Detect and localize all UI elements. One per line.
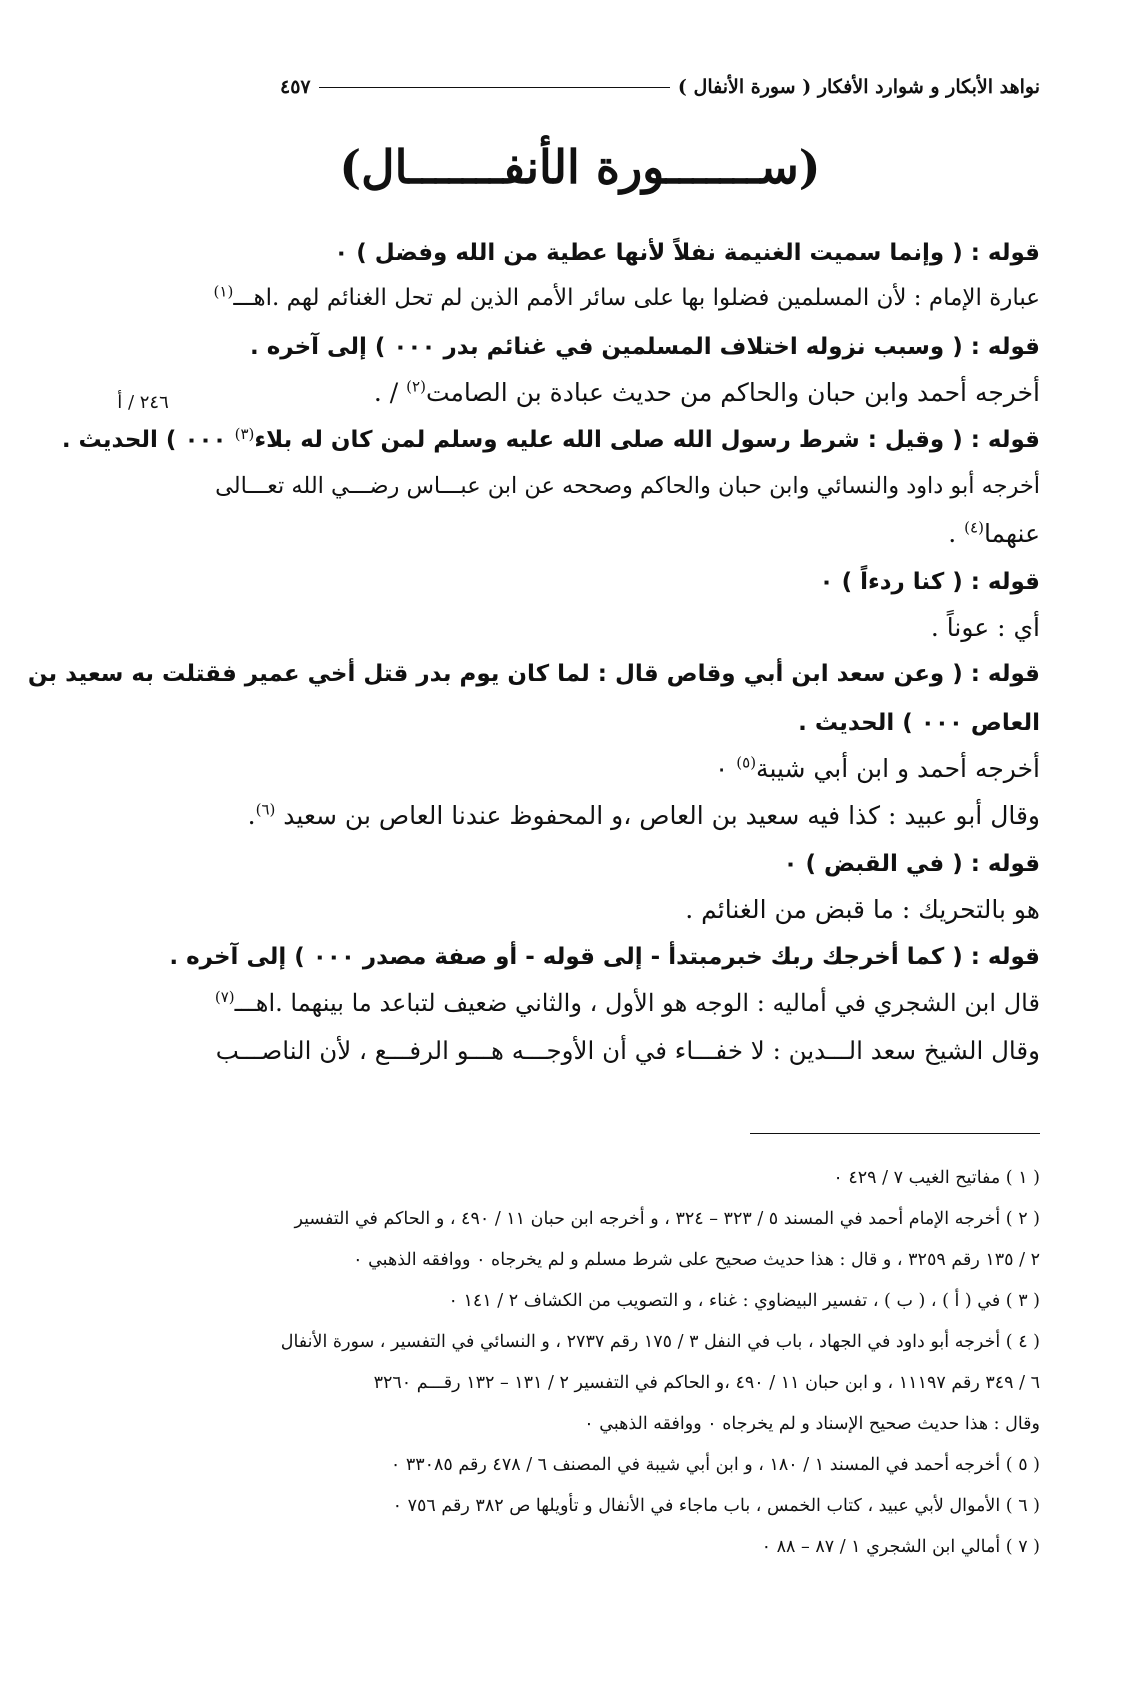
- quoted-phrase: قوله : ( في القبض ) ٠: [783, 851, 1040, 877]
- footnote-ref: (٥): [736, 753, 757, 772]
- quoted-phrase: قوله : ( وسبب نزوله اختلاف المسلمين في غنائم بدر ٠٠٠ ) إلى آخره .: [249, 334, 1040, 360]
- text-line: وقال أبو عبيد : كذا فيه سعيد بن العاص ،و المحفوظ عندنا العاص بن سعيد $^{(٦)}$.: [247, 800, 1040, 830]
- quoted-phrase: قوله : ( وعن سعد ابن أبي وقاص قال : لما كان يوم بدر قتل أخي عمير فقتلت به سعيد بن: [27, 661, 1040, 687]
- quoted-phrase: قوله : ( كنا ردءاً ) ٠: [819, 569, 1040, 595]
- footnote-line: ٦ / ٣٤٩ رقم ١١١٩٧ ، و ابن حبان ١١ / ٤٩٠ ،و الحاكم في التفسير ٢ / ١٣١ – ١٣٢ رقـــم ٣٢٦٠: [373, 1373, 1040, 1393]
- quoted-phrase: قوله : ( كما أخرجك ربك خبرمبتدأ - إلى قوله - أو صفة مصدر ٠٠٠ ) إلى آخره .: [169, 944, 1040, 970]
- text-line: [27, 651, 1040, 698]
- text-line: [169, 933, 1040, 980]
- footnote-line: ( ٤ ) أخرجه أبو داود في الجهاد ، باب في النفل ٣ / ١٧٥ رقم ٢٧٣٧ ، و النسائي في التفسير ، سورة الأنفال: [280, 1332, 1040, 1352]
- running-header: [280, 70, 1040, 104]
- manuscript-folio-note: ٢٤٦ / أ: [117, 392, 169, 413]
- footnote-line: ( ٣ ) في ( أ ) ، ( ب ) ، تفسير البيضاوي : غناء ، و التصويب من الكشاف ٢ / ١٤١ ٠: [448, 1291, 1040, 1311]
- footnote-line: ( ١ ) مفاتيح الغيب ٧ / ٤٢٩ ٠: [833, 1168, 1040, 1188]
- header-rule: [319, 87, 670, 88]
- text-line: هو بالتحريك : ما قبض من الغنائم .: [685, 895, 1040, 924]
- quoted-phrase: قوله : ( وإنما سميت الغنيمة نفلاً لأنها عطية من الله وفضل ) ٠: [334, 240, 1040, 266]
- text-line: عنهما$^{(٤)}$ .: [948, 518, 1040, 548]
- text-line: أخرجه أبو داود والنسائي وابن حبان والحاكم وصححه عن ابن عبـــاس رضـــي الله تعـــالى: [215, 473, 1040, 499]
- footnote-line: ( ٧ ) أمالي ابن الشجري ١ / ٨٧ – ٨٨ ٠: [761, 1537, 1040, 1557]
- surah-title: (ســـــــورة الأنفـــــــال): [339, 140, 821, 194]
- text-line: قال ابن الشجري في أماليه : الوجه هو الأول ، والثاني ضعيف لتباعد ما بينهما .اهـــ$^{(٧)}$: [214, 987, 1040, 1017]
- footnote-ref: (٢): [406, 377, 426, 396]
- footnote-line: ( ٦ ) الأموال لأبي عبيد ، كتاب الخمس ، باب ماجاء في الأنفال و تأويلها ص ٣٨٢ رقم ٧٥٦ ٠: [392, 1496, 1040, 1516]
- text-line: [215, 557, 1040, 604]
- footnote-ref: (٧): [214, 987, 235, 1006]
- text-line: [215, 322, 1040, 369]
- text-line: عبارة الإمام : لأن المسلمين فضلوا بها على سائر الأمم الذين لم تحل الغنائم لهم .اهـــ$^{(١)}$: [213, 282, 1040, 311]
- footnote-ref: (٦): [255, 800, 276, 819]
- footnote-separator: [750, 1133, 1040, 1134]
- footnote-ref: (٤): [964, 518, 984, 537]
- text-line: أي : عوناً .: [930, 613, 1040, 642]
- page-number: ٤٥٧: [280, 76, 311, 98]
- footnote-line: ( ٢ ) أخرجه الإمام أحمد في المسند ٥ / ٣٢٣ – ٣٢٤ ، و أخرجه ابن حبان ١١ / ٤٩٠ ، و الحاكم في التفسير: [294, 1209, 1040, 1229]
- footnotes: [215, 1158, 1040, 1568]
- text-line: أخرجه أحمد و ابن أبي شيبة$^{(٥)}$ ٠: [714, 753, 1040, 783]
- running-title: نواهد الأبكار و شوارد الأفكار ( سورة الأنفال ): [677, 76, 1040, 98]
- text-line: [215, 839, 1040, 886]
- text-line: وقال الشيخ سعد الـــدين : لا خفـــاء في أن الأوجـــه هـــو الرفـــع ، لأن الناصـــب: [215, 1036, 1040, 1065]
- text-line: أخرجه أحمد وابن حبان والحاكم من حديث عبادة بن الصامت$^{(٢)}$ / .: [373, 377, 1040, 407]
- quoted-phrase: العاص ٠٠٠ ) الحديث .: [798, 710, 1040, 736]
- footnote-ref: (٣): [234, 424, 255, 443]
- footnote-line: وقال : هذا حديث صحيح الإسناد و لم يخرجاه ٠ ووافقه الذهبي ٠: [584, 1414, 1040, 1434]
- footnote-line: ( ٥ ) أخرجه أحمد في المسند ١ / ١٨٠ ، و ابن أبي شيبة في المصنف ٦ / ٤٧٨ رقم ٣٣٠٨٥ ٠: [390, 1455, 1040, 1475]
- footnote-line: ٢ / ١٣٥ رقم ٣٢٥٩ ، و قال : هذا حديث صحيح على شرط مسلم و لم يخرجاه ٠ ووافقه الذهبي ٠: [353, 1250, 1040, 1270]
- quoted-phrase: قوله : ( وقيل : شرط رسول الله صلى الله عليه وسلم لمن كان له بلاء: [254, 427, 1040, 453]
- text-line: [215, 228, 1040, 275]
- text-line: [215, 698, 1040, 745]
- text-line: قوله : ( وقيل : شرط رسول الله صلى الله عليه وسلم لمن كان له بلاء$^{(٣)}$ ٠٠٠ ) الحديث .: [61, 424, 1040, 453]
- footnote-ref: (١): [213, 282, 234, 301]
